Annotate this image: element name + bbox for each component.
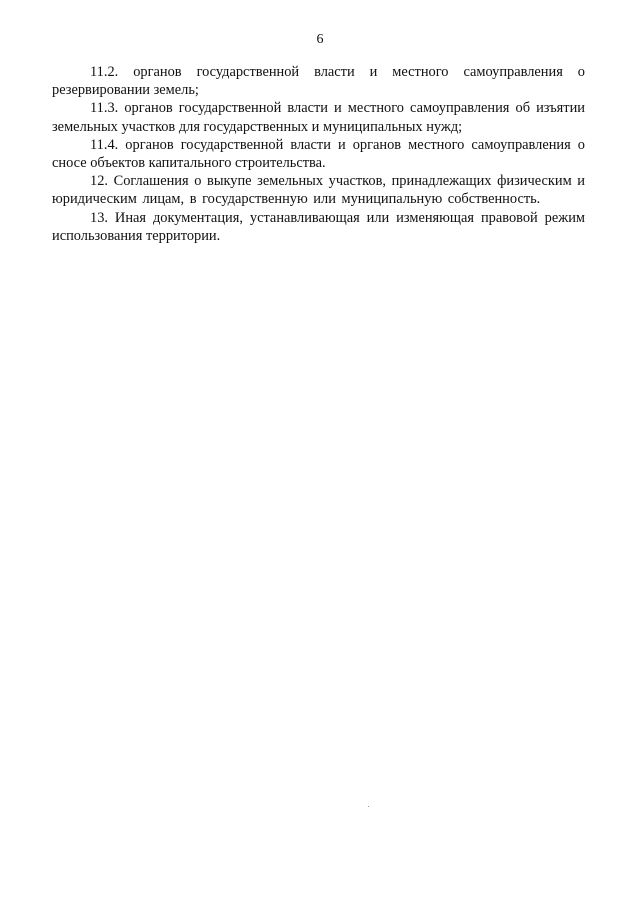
paragraph-13: 13. Иная документация, устанавливающая или изменяющая правовой режим использования территории.: [52, 209, 585, 244]
paragraph-12: 12. Соглашения о выкупе земельных участков, принадлежащих физическим и юридическим лицам, в государственную или муниципальную собственность.: [52, 173, 585, 208]
paragraph-11-4: 11.4. органов государственной власти и органов местного самоуправления о сносе объектов капитального строительства.: [52, 136, 585, 172]
page-number: 6: [316, 32, 324, 47]
scan-speck: [368, 806, 369, 807]
document-body: [52, 63, 585, 245]
paragraph-11-3: 11.3. органов государственной власти и местного самоуправления об изъятии земельных участков для государственных и муниципальных нужд;: [52, 100, 585, 135]
paragraph-11-2: 11.2. органов государственной власти и местного самоуправления о резервировании земель;: [52, 64, 585, 99]
